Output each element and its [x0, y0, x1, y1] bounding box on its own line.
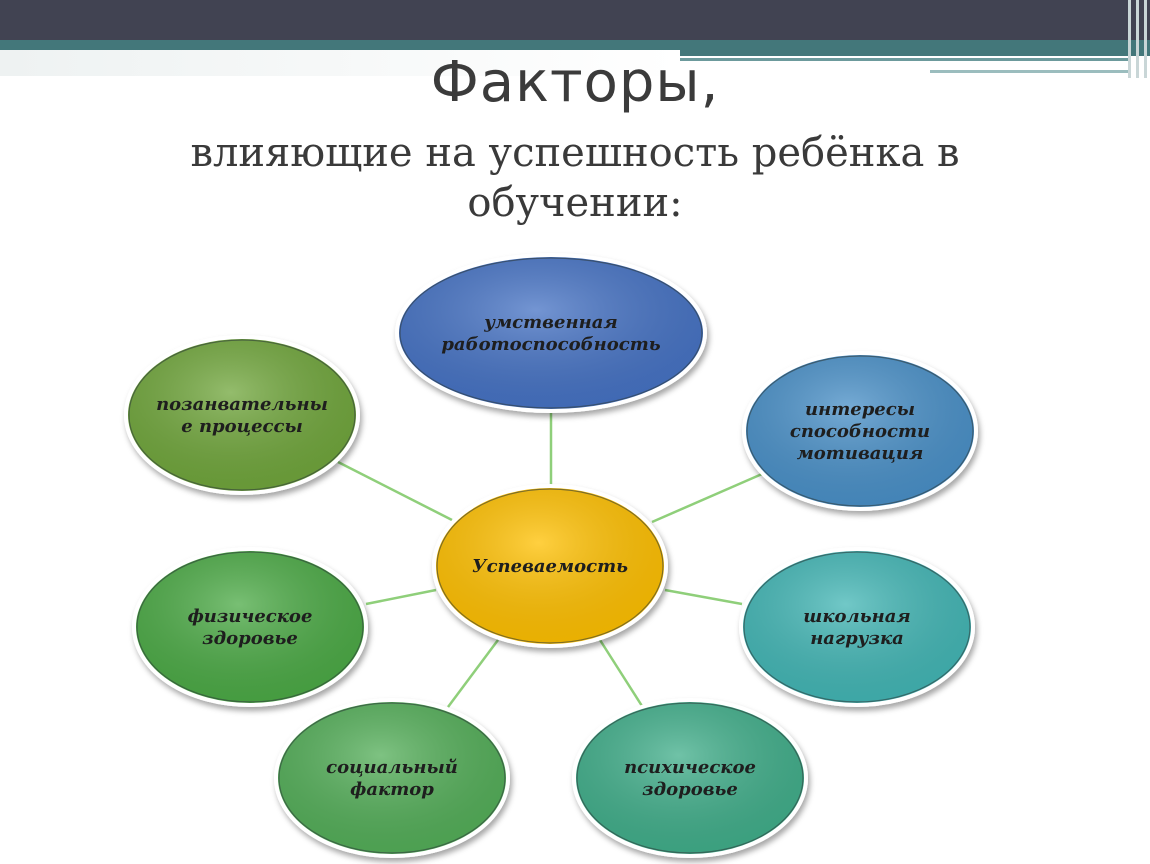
factor-node-mental-health-outline — [577, 703, 803, 853]
subtitle-line: обучении: — [467, 180, 683, 226]
factor-node-mental-label: умственная — [484, 312, 618, 333]
factor-node-physical-health — [134, 549, 366, 705]
factor-node-social-label: социальный — [326, 757, 458, 778]
subtitle-line: влияющие на успешность ребёнка в — [190, 130, 960, 176]
connector-interests — [652, 474, 762, 522]
factor-node-interests — [744, 353, 976, 509]
factor-node-physical-health-label: здоровье — [202, 628, 298, 649]
factor-node-school-load-outline — [744, 552, 970, 702]
factor-node-mental-outline — [400, 258, 702, 408]
factor-node-cognitive — [126, 337, 358, 493]
connector-mental-health — [600, 640, 642, 706]
connector-cognitive — [338, 462, 452, 520]
factor-node-school-load-label: школьная — [803, 606, 911, 627]
factor-node-interests-label: способности — [789, 421, 931, 442]
factor-node-mental-health — [574, 700, 806, 856]
center-node — [434, 486, 666, 646]
factor-node-mental — [397, 255, 705, 411]
factor-node-social — [276, 700, 508, 856]
connector-social — [448, 640, 498, 707]
center-node-group — [434, 486, 666, 646]
factor-node-interests-label: интересы — [804, 399, 916, 420]
factor-node-cognitive-label: е процессы — [181, 416, 303, 437]
factor-node-school-load — [741, 549, 973, 705]
factor-node-physical-health-outline — [137, 552, 363, 702]
connector-physical-health — [366, 590, 436, 604]
factor-node-cognitive-outline — [129, 340, 355, 490]
connector-school-load — [665, 590, 742, 604]
factor-node-mental-health-label: здоровье — [642, 779, 738, 800]
factor-node-cognitive-label: позанвательны — [156, 394, 328, 415]
center-node-label: Успеваемость — [471, 556, 629, 577]
factor-node-physical-health-label: физическое — [187, 606, 313, 627]
factor-node-mental-health-label: психическое — [624, 757, 756, 778]
factor-node-school-load-label: нагрузка — [810, 628, 904, 649]
factor-node-social-outline — [279, 703, 505, 853]
factor-node-interests-label: мотивация — [796, 443, 924, 464]
factor-node-social-label: фактор — [350, 779, 434, 800]
slide-title: Факторы, — [430, 50, 720, 115]
factor-node-mental-label: работоспособность — [441, 334, 661, 355]
